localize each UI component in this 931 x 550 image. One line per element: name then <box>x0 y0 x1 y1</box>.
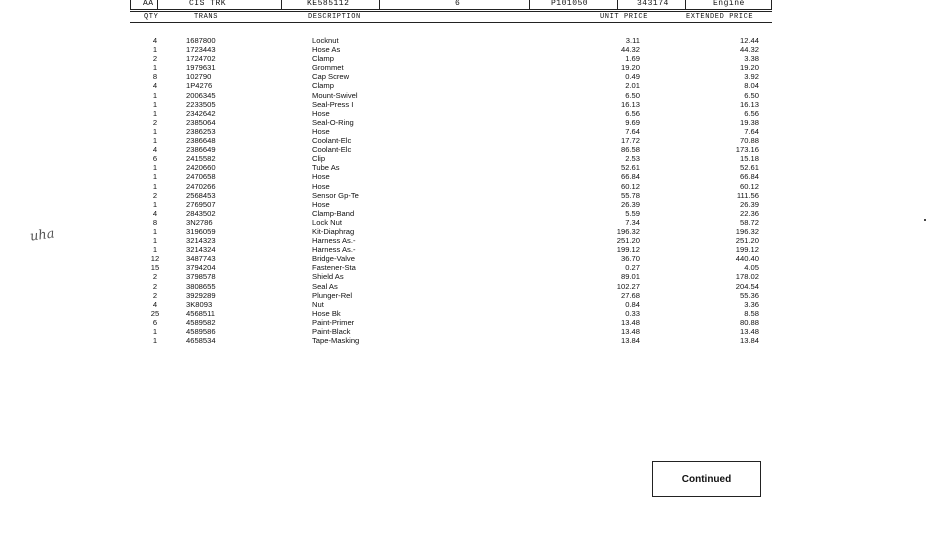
row-description: Seal-Press I <box>312 99 354 109</box>
row-part-number: 1723443 <box>186 45 216 55</box>
row-qty: 1 <box>152 163 158 173</box>
header-doc-number: KE585112 <box>307 0 350 8</box>
row-description: Lock Nut <box>312 217 342 227</box>
row-unit-price: 1.69 <box>625 54 640 64</box>
row-unit-price: 3.11 <box>625 36 640 45</box>
row-unit-price: 102.27 <box>616 281 640 291</box>
row-part-number: 3487743 <box>186 254 216 264</box>
row-part-number: 1P4276 <box>186 81 213 91</box>
row-part-number: 4589582 <box>186 317 216 327</box>
scan-speck <box>924 219 926 221</box>
row-unit-price: 52.61 <box>620 163 640 173</box>
row-unit-price: 86.58 <box>620 145 640 155</box>
row-extended-price: 26.39 <box>739 199 759 209</box>
row-part-number: 3798578 <box>186 272 216 282</box>
header-num: 6 <box>455 0 461 8</box>
table-row <box>0 218 931 227</box>
table-row <box>0 45 931 54</box>
row-part-number: 2470266 <box>186 181 216 191</box>
row-description: Paint-Primer <box>312 317 355 327</box>
table-row <box>0 336 931 345</box>
table-row <box>0 91 931 100</box>
row-qty: 1 <box>152 108 158 118</box>
row-description: Bridge-Valve <box>312 254 355 264</box>
table-row <box>0 300 931 309</box>
row-description: Clamp-Band <box>312 208 355 218</box>
row-part-number: 3929289 <box>186 290 216 300</box>
row-qty: 4 <box>152 299 158 309</box>
row-qty: 8 <box>152 72 158 82</box>
row-part-number: 1979631 <box>186 63 216 73</box>
row-part-number: 2843502 <box>186 208 216 218</box>
row-extended-price: 8.58 <box>744 308 759 318</box>
row-extended-price: 3.92 <box>744 72 759 82</box>
row-extended-price: 251.20 <box>735 236 759 246</box>
row-part-number: 2006345 <box>186 90 216 100</box>
row-unit-price: 2.53 <box>625 154 640 164</box>
col-part: TRANS <box>194 13 219 21</box>
row-extended-price: 58.72 <box>739 217 759 227</box>
row-part-number: 3N2786 <box>186 217 213 227</box>
row-extended-price: 7.64 <box>744 126 759 136</box>
table-row <box>0 191 931 200</box>
row-unit-price: 0.27 <box>625 263 640 273</box>
row-extended-price: 13.48 <box>739 327 759 336</box>
row-description: Kit-Diaphrag <box>312 226 355 236</box>
row-description: Cap Screw <box>312 72 350 82</box>
row-qty: 1 <box>152 45 158 55</box>
row-qty: 1 <box>152 90 158 100</box>
row-unit-price: 27.68 <box>620 290 640 300</box>
col-description: DESCRIPTION <box>308 13 361 21</box>
row-part-number: 4568511 <box>186 308 215 318</box>
table-row <box>0 182 931 191</box>
row-qty: 1 <box>152 336 158 346</box>
row-unit-price: 17.72 <box>620 136 640 146</box>
row-extended-price: 199.12 <box>735 245 759 255</box>
row-description: Hose Bk <box>312 308 341 318</box>
row-extended-price: 111.56 <box>736 190 759 200</box>
row-description: Tape-Masking <box>312 336 360 346</box>
row-qty: 1 <box>152 327 158 336</box>
row-part-number: 102790 <box>186 72 212 82</box>
table-row <box>0 327 931 336</box>
table-row <box>0 272 931 281</box>
row-qty: 4 <box>152 36 158 45</box>
row-extended-price: 52.61 <box>739 163 759 173</box>
row-extended-price: 3.38 <box>744 54 759 64</box>
row-description: Clamp <box>312 54 334 64</box>
row-unit-price: 89.01 <box>620 272 640 282</box>
table-row <box>0 109 931 118</box>
row-qty: 8 <box>152 217 158 227</box>
row-part-number: 2420660 <box>186 163 216 173</box>
row-description: Sensor Gp-Te <box>312 190 359 200</box>
row-qty: 2 <box>152 117 158 127</box>
table-row <box>0 200 931 209</box>
row-extended-price: 440.40 <box>735 254 759 264</box>
row-extended-price: 12.44 <box>739 36 759 45</box>
row-part-number: 3794204 <box>186 263 216 273</box>
table-row <box>0 318 931 327</box>
row-unit-price: 251.20 <box>616 236 640 246</box>
row-part-number: 1724702 <box>186 54 216 64</box>
row-unit-price: 19.20 <box>620 63 640 73</box>
row-part-number: 2568453 <box>186 190 216 200</box>
row-qty: 2 <box>152 54 158 64</box>
row-part-number: 2385064 <box>186 117 216 127</box>
row-description: Mount-Swivel <box>312 90 358 100</box>
row-extended-price: 19.38 <box>739 117 759 127</box>
row-unit-price: 0.49 <box>625 72 640 82</box>
row-qty: 12 <box>150 254 160 264</box>
row-part-number: 4658534 <box>186 336 216 346</box>
row-unit-price: 13.84 <box>620 336 640 346</box>
header-row <box>130 0 772 10</box>
row-description: Hose <box>312 172 330 182</box>
row-description: Seal-O-Ring <box>312 117 354 127</box>
row-part-number: 3808655 <box>186 281 216 291</box>
row-unit-price: 26.39 <box>620 199 640 209</box>
row-extended-price: 13.84 <box>739 336 759 346</box>
col-qty: QTY <box>144 13 159 21</box>
row-part-number: 1687800 <box>186 36 216 45</box>
row-qty: 1 <box>152 126 158 136</box>
table-row <box>0 309 931 318</box>
row-qty: 6 <box>152 154 158 164</box>
row-description: Locknut <box>312 36 339 45</box>
row-qty: 1 <box>152 172 158 182</box>
row-qty: 1 <box>152 199 158 209</box>
table-row <box>0 100 931 109</box>
row-part-number: 2769507 <box>186 199 216 209</box>
header-id1: P101050 <box>551 0 589 8</box>
header-ref: CIS TRK <box>189 0 227 8</box>
handwritten-note: uha <box>29 226 56 245</box>
table-row <box>0 118 931 127</box>
row-extended-price: 15.18 <box>739 154 759 164</box>
row-qty: 1 <box>152 136 158 146</box>
row-unit-price: 5.59 <box>625 208 640 218</box>
row-extended-price: 204.54 <box>735 281 759 291</box>
row-unit-price: 16.13 <box>620 99 640 109</box>
row-part-number: 2386253 <box>186 126 216 136</box>
table-row <box>0 227 931 236</box>
row-part-number: 2386649 <box>186 145 216 155</box>
table-row <box>0 154 931 163</box>
row-qty: 4 <box>152 208 158 218</box>
row-extended-price: 44.32 <box>739 45 759 55</box>
table-row <box>0 81 931 90</box>
row-description: Nut <box>312 299 324 309</box>
table-row <box>0 163 931 172</box>
table-row <box>0 254 931 263</box>
row-unit-price: 6.56 <box>625 108 640 118</box>
row-qty: 15 <box>150 263 160 273</box>
row-qty: 2 <box>152 190 158 200</box>
row-description: Plunger-Rel <box>312 290 353 300</box>
row-description: Coolant-Elc <box>312 145 352 155</box>
row-extended-price: 55.36 <box>739 290 759 300</box>
row-description: Grommet <box>312 63 344 73</box>
row-unit-price: 196.32 <box>616 226 640 236</box>
row-description: Hose <box>312 199 330 209</box>
row-qty: 2 <box>152 272 158 282</box>
row-description: Harness As.- <box>312 245 356 255</box>
table-row <box>0 236 931 245</box>
row-unit-price: 199.12 <box>616 245 640 255</box>
row-unit-price: 7.64 <box>625 126 640 136</box>
row-description: Clamp <box>312 81 334 91</box>
table-row <box>0 172 931 181</box>
row-extended-price: 173.16 <box>735 145 759 155</box>
row-qty: 1 <box>152 236 158 246</box>
row-qty: 1 <box>152 226 158 236</box>
row-qty: 6 <box>152 317 158 327</box>
continued-button[interactable]: Continued <box>652 461 761 497</box>
col-unit-price: UNIT PRICE <box>600 13 649 21</box>
row-description: Coolant-Elc <box>312 136 352 146</box>
row-unit-price: 7.34 <box>625 217 640 227</box>
row-extended-price: 178.02 <box>735 272 759 282</box>
row-qty: 2 <box>152 290 158 300</box>
row-part-number: 2470658 <box>186 172 216 182</box>
row-qty: 4 <box>152 81 158 91</box>
row-unit-price: 13.48 <box>620 327 640 336</box>
row-unit-price: 55.78 <box>620 190 640 200</box>
row-unit-price: 36.70 <box>620 254 640 264</box>
header-id2: 343174 <box>637 0 669 8</box>
row-unit-price: 66.84 <box>620 172 640 182</box>
table-row <box>0 245 931 254</box>
table-row <box>0 263 931 272</box>
row-description: Hose <box>312 108 330 118</box>
row-qty: 1 <box>152 99 158 109</box>
table-row <box>0 136 931 145</box>
row-part-number: 4589586 <box>186 327 216 336</box>
table-row <box>0 72 931 81</box>
row-unit-price: 2.01 <box>625 81 640 91</box>
row-extended-price: 22.36 <box>739 208 759 218</box>
table-row <box>0 291 931 300</box>
table-row <box>0 209 931 218</box>
table-row <box>0 145 931 154</box>
table-row <box>0 127 931 136</box>
row-qty: 1 <box>152 245 158 255</box>
row-unit-price: 0.84 <box>625 299 640 309</box>
row-part-number: 3214323 <box>186 236 216 246</box>
row-extended-price: 60.12 <box>739 181 759 191</box>
row-unit-price: 6.50 <box>625 90 640 100</box>
table-row <box>0 54 931 63</box>
row-qty: 4 <box>152 145 158 155</box>
row-qty: 1 <box>152 63 158 73</box>
table-row <box>0 282 931 291</box>
row-extended-price: 8.04 <box>744 81 759 91</box>
row-description: Hose As <box>312 45 341 55</box>
line-items <box>0 36 931 345</box>
row-qty: 2 <box>152 281 158 291</box>
table-row <box>0 63 931 72</box>
row-description: Hose <box>312 126 330 136</box>
row-description: Tube As <box>312 163 340 173</box>
row-part-number: 3K8093 <box>186 299 213 309</box>
row-part-number: 2386648 <box>186 136 216 146</box>
row-extended-price: 4.05 <box>744 263 759 273</box>
row-unit-price: 13.48 <box>620 317 640 327</box>
row-description: Fastener-Sta <box>312 263 356 273</box>
row-part-number: 2342642 <box>186 108 216 118</box>
column-header-row <box>130 11 772 23</box>
row-description: Clip <box>312 154 326 164</box>
row-extended-price: 6.50 <box>744 90 759 100</box>
header-code: AA <box>143 0 154 8</box>
row-qty: 1 <box>152 181 158 191</box>
row-description: Harness As.- <box>312 236 356 246</box>
row-extended-price: 80.88 <box>739 317 759 327</box>
col-extended-price: EXTENDED PRICE <box>686 13 754 21</box>
row-part-number: 3214324 <box>186 245 216 255</box>
row-unit-price: 9.69 <box>625 117 640 127</box>
row-part-number: 2415582 <box>186 154 216 164</box>
row-extended-price: 196.32 <box>735 226 759 236</box>
row-part-number: 2233505 <box>186 99 216 109</box>
row-extended-price: 66.84 <box>739 172 759 182</box>
row-extended-price: 19.20 <box>739 63 759 73</box>
row-qty: 25 <box>150 308 160 318</box>
row-description: Paint-Black <box>312 327 351 336</box>
row-extended-price: 70.88 <box>739 136 759 146</box>
row-description: Shield As <box>312 272 344 282</box>
row-description: Seal As <box>312 281 338 291</box>
row-extended-price: 6.56 <box>744 108 759 118</box>
row-extended-price: 3.36 <box>744 299 759 309</box>
row-unit-price: 0.33 <box>625 308 640 318</box>
row-unit-price: 60.12 <box>620 181 640 191</box>
row-description: Hose <box>312 181 330 191</box>
row-unit-price: 44.32 <box>620 45 640 55</box>
row-extended-price: 16.13 <box>739 99 759 109</box>
row-part-number: 3196059 <box>186 226 216 236</box>
header-type: Engine <box>713 0 745 8</box>
table-row <box>0 36 931 45</box>
